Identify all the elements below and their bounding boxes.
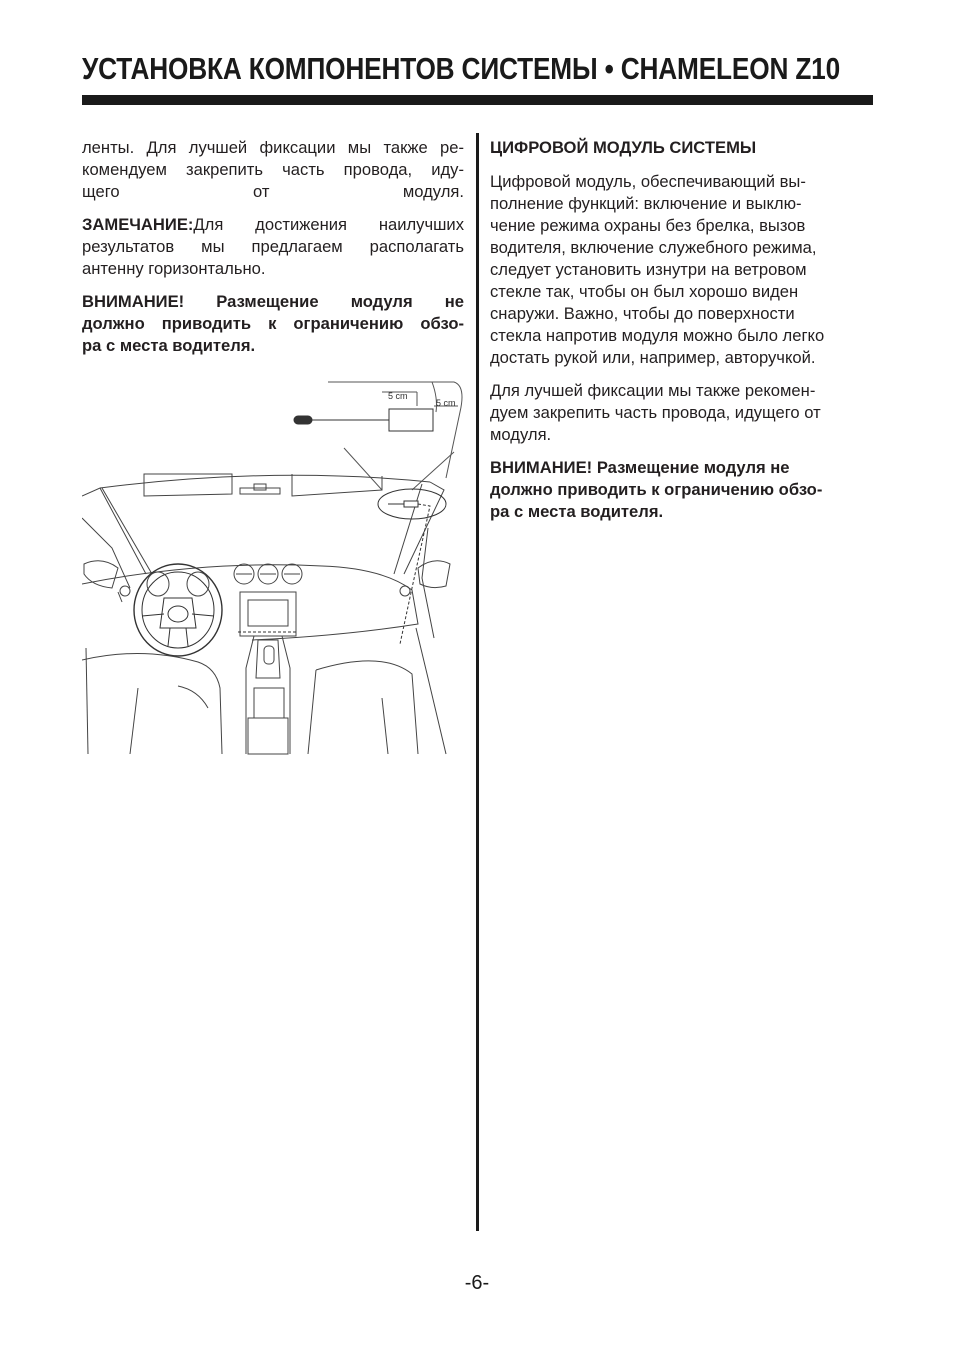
text-line: Для лучшей фиксации мы также рекомен- bbox=[490, 381, 816, 400]
page-title: УСТАНОВКА КОМПОНЕНТОВ СИСТЕМЫ • CHAMELEON Z10 bbox=[82, 52, 841, 86]
text-line: полнение функций: включение и выклю- bbox=[490, 194, 802, 213]
text-line: ра с места водителя. bbox=[82, 336, 256, 355]
text-line: щего от модуля. bbox=[82, 182, 464, 201]
text-line: комендуем закрепить часть провода, иду- bbox=[82, 160, 464, 179]
left-paragraph-fixation bbox=[82, 137, 464, 203]
text-line: ра с места водителя. bbox=[490, 502, 664, 521]
right-column bbox=[490, 137, 874, 534]
text-line: антенну горизонтально. bbox=[82, 259, 266, 278]
text-line: должно приводить к ограничению обзо- bbox=[490, 480, 823, 499]
title-underline bbox=[82, 95, 873, 105]
antenna-icon bbox=[294, 416, 312, 424]
dim-label-side: 5 cm bbox=[436, 398, 456, 408]
steering-wheel-icon bbox=[134, 564, 222, 656]
air-vents bbox=[234, 564, 302, 584]
text-line: достать рукой или, например, авторучкой. bbox=[490, 348, 816, 367]
text-line: снаружи. Важно, чтобы до поверхности bbox=[490, 304, 795, 323]
text-line: модуля. bbox=[490, 425, 552, 444]
text-line: ВНИМАНИЕ! Размещение модуля не bbox=[490, 458, 790, 477]
note-paragraph bbox=[82, 214, 464, 280]
left-column bbox=[82, 137, 464, 368]
text-line: чение режима охраны без брелка, вызов bbox=[490, 216, 806, 235]
text-line: следует установить изнутри на ветровом bbox=[490, 260, 807, 279]
right-paragraph-fixation bbox=[490, 380, 874, 446]
page-number: -6- bbox=[464, 1272, 490, 1294]
car-interior-illustration bbox=[82, 378, 464, 756]
text-line: ВНИМАНИЕ! Размещение модуля не bbox=[82, 292, 464, 311]
module-box bbox=[389, 409, 433, 431]
text-line: стекла напротив модуля можно было легко bbox=[490, 326, 825, 345]
text-line: Цифровой модуль, обеспечивающий вы- bbox=[490, 172, 806, 191]
note-text: Для достижения наилучших bbox=[193, 215, 464, 234]
note-label: ЗАМЕЧАНИЕ: bbox=[82, 215, 194, 234]
right-warning-paragraph bbox=[490, 457, 874, 523]
module-placement-inset bbox=[294, 382, 462, 490]
text-line: водителя, включение служебного режима, bbox=[490, 238, 817, 257]
left-warning-paragraph bbox=[82, 291, 464, 357]
column-divider bbox=[476, 133, 479, 1231]
text-line: результатов мы предлагаем располагать bbox=[82, 237, 464, 256]
section-heading: ЦИФРОВОЙ МОДУЛЬ СИСТЕМЫ bbox=[490, 138, 757, 157]
text-line: должно приводить к ограничению обзо- bbox=[82, 314, 464, 333]
text-line: стекле так, чтобы он был хорошо виден bbox=[490, 282, 799, 301]
text-line bbox=[82, 214, 464, 236]
dim-label-top: 5 cm bbox=[388, 391, 408, 401]
right-paragraph-module bbox=[490, 171, 874, 369]
text-line: дуем закрепить часть провода, идущего от bbox=[490, 403, 821, 422]
text-line: ленты. Для лучшей фиксации мы также ре- bbox=[82, 138, 464, 157]
